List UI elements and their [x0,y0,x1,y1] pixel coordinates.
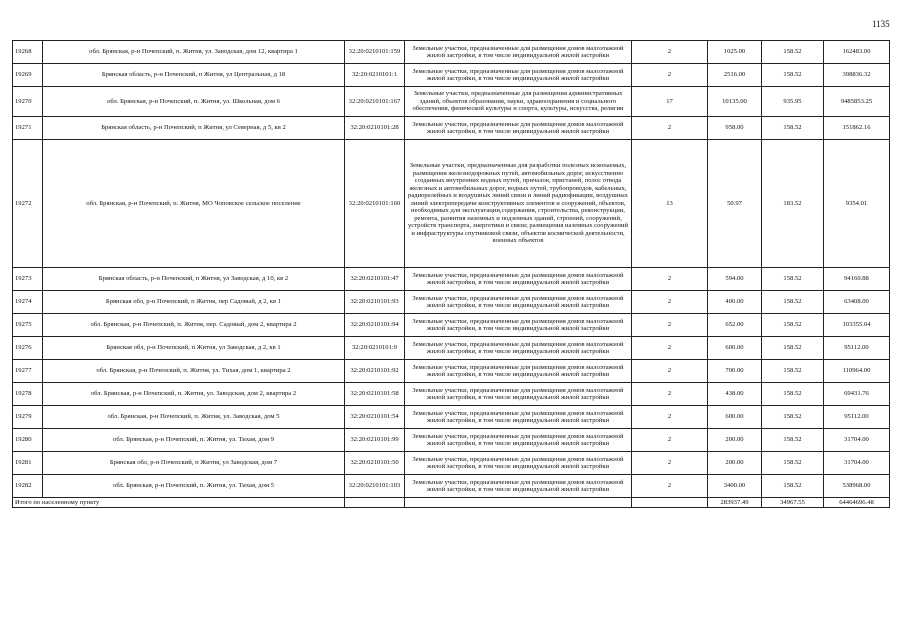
page-number: 1135 [872,19,890,29]
row-address: обл. Брянская, р-н Почепский, п. Житня, ул. Заводская, дом 12, квартира 1 [43,41,345,64]
row-cadastral-number: 32:20:0210101:99 [345,429,405,452]
row-rate: 158.52 [762,117,824,140]
row-cadastral-number: 32:20:0210101:160 [345,140,405,268]
row-cadastral-number: 32:20:0210101:92 [345,360,405,383]
table-row [13,475,890,498]
row-land-use: Земельные участки, предназначенные для размещения домов малоэтажной жилой застройки, в том числе индивидуальной жилой застройки [405,360,632,383]
row-address: Брянская обл, р-н Почепский, п Житня, пер Садовый, д 2, кв 1 [43,291,345,314]
row-land-use: Земельные участки, предназначенные для размещения домов малоэтажной жилой застройки, в том числе индивидуальной жилой застройки [405,268,632,291]
row-address: обл. Брянская, р-н Почепский, п. Житня, ул. Заводская, дом 2, квартира 2 [43,383,345,406]
table-row [13,117,890,140]
row-land-use: Земельные участки, предназначенные для размещения домов малоэтажной жилой застройки, в том числе индивидуальной жилой застройки [405,383,632,406]
row-number: 19274 [13,291,43,314]
row-land-use: Земельные участки, предназначенные для размещения домов малоэтажной жилой застройки, в том числе индивидуальной жилой застройки [405,64,632,87]
row-number: 19278 [13,383,43,406]
row-cadastral-number: 32:20:0210101:1 [345,64,405,87]
row-cadastral-number: 32:20:0210101:50 [345,452,405,475]
row-address: Брянская обл, р-н Почепский, п Житня, ул Заводская, дом 7 [43,452,345,475]
row-rate: 158.52 [762,314,824,337]
registry-body [13,41,890,508]
row-land-use: Земельные участки, предназначенные для размещения домов малоэтажной жилой застройки, в том числе индивидуальной жилой застройки [405,41,632,64]
row-area: 958.00 [708,117,762,140]
row-cadastral-value: 31704.00 [824,429,890,452]
row-number: 19268 [13,41,43,64]
row-land-use: Земельные участки, предназначенные для размещения домов малоэтажной жилой застройки, в том числе индивидуальной жилой застройки [405,406,632,429]
row-area: 438.00 [708,383,762,406]
row-address: Брянская область, р-н Почепский, п Житня, ул Северная, д 5, кв 2 [43,117,345,140]
row-number: 19273 [13,268,43,291]
table-row [13,406,890,429]
table-row [13,41,890,64]
table-row [13,64,890,87]
row-group-code: 2 [632,383,708,406]
row-cadastral-value: 538968.00 [824,475,890,498]
row-cadastral-value: 31704.00 [824,452,890,475]
row-group-code: 2 [632,64,708,87]
row-cadastral-number: 32:20:0210101:93 [345,291,405,314]
row-area: 594.00 [708,268,762,291]
row-number: 19272 [13,140,43,268]
row-area: 200.00 [708,452,762,475]
row-group-code: 2 [632,337,708,360]
row-rate: 158.52 [762,406,824,429]
total-value: 64464696.48 [824,498,890,508]
row-land-use: Земельные участки, предназначенные для размещения домов малоэтажной жилой застройки, в том числе индивидуальной жилой застройки [405,475,632,498]
row-land-use: Земельные участки, предназначенные для размещения домов малоэтажной жилой застройки, в том числе индивидуальной жилой застройки [405,291,632,314]
row-land-use: Земельные участки, предназначенные для размещения домов малоэтажной жилой застройки, в том числе индивидуальной жилой застройки [405,452,632,475]
row-group-code: 2 [632,41,708,64]
row-cadastral-number: 32:20:0210101:9 [345,337,405,360]
row-cadastral-number: 32:20:0210101:159 [345,41,405,64]
row-land-use: Земельные участки, предназначенные для размещения домов малоэтажной жилой застройки, в том числе индивидуальной жилой застройки [405,337,632,360]
row-address: Брянская обл, р-н Почепский, п Житня, ул Заводская, д 2, кв 1 [43,337,345,360]
row-number: 19271 [13,117,43,140]
table-row [13,314,890,337]
row-number: 19279 [13,406,43,429]
land-registry-table [12,40,890,508]
row-area: 652.00 [708,314,762,337]
row-number: 19281 [13,452,43,475]
row-cadastral-number: 32:20:0210101:167 [345,87,405,117]
row-group-code: 2 [632,314,708,337]
table-row [13,337,890,360]
total-label: Итого по населенному пункту [13,498,345,508]
total-row [13,498,890,508]
table-row [13,140,890,268]
row-area: 200.00 [708,429,762,452]
row-rate: 158.52 [762,337,824,360]
table-row [13,87,890,117]
row-land-use: Земельные участки, предназначенные для размещения домов малоэтажной жилой застройки, в том числе индивидуальной жилой застройки [405,117,632,140]
row-address: обл. Брянская, р-н Почепский, п. Житня, ул. Школьная, дом 6 [43,87,345,117]
row-group-code: 2 [632,452,708,475]
row-cadastral-value: 151862.16 [824,117,890,140]
row-cadastral-value: 69431.76 [824,383,890,406]
table-row [13,452,890,475]
row-cadastral-value: 95112.00 [824,406,890,429]
row-address: обл. Брянская, р-н Почепский, п. Житня, ул. Тихая, дом 5 [43,475,345,498]
table-row [13,360,890,383]
row-address: обл. Брянская, р-н Почепский, п. Житня, пер. Садовый, дом 2, квартира 2 [43,314,345,337]
row-cadastral-number: 32:20:0210101:103 [345,475,405,498]
row-cadastral-value: 9354.01 [824,140,890,268]
row-area: 2516.00 [708,64,762,87]
row-land-use: Земельные участки, предназначенные для размещения домов малоэтажной жилой застройки, в том числе индивидуальной жилой застройки [405,314,632,337]
row-rate: 935.95 [762,87,824,117]
table-row [13,383,890,406]
row-number: 19277 [13,360,43,383]
row-rate: 158.52 [762,475,824,498]
row-area: 50.97 [708,140,762,268]
row-rate: 158.52 [762,429,824,452]
total-rate: 34967.55 [762,498,824,508]
row-rate: 158.52 [762,383,824,406]
row-area: 600.00 [708,406,762,429]
row-rate: 158.52 [762,41,824,64]
row-number: 19270 [13,87,43,117]
row-rate: 158.52 [762,291,824,314]
row-group-code: 2 [632,406,708,429]
table-row [13,429,890,452]
row-group-code: 13 [632,140,708,268]
row-land-use: Земельные участки, предназначенные для размещения административных зданий, объектов образования, науки, здравоохранения и социального обеспечения, физической культуры и спорта, культуры, искусства, религии [405,87,632,117]
row-number: 19269 [13,64,43,87]
row-area: 1025.00 [708,41,762,64]
row-cadastral-value: 94160.88 [824,268,890,291]
row-cadastral-number: 32:20:0210101:47 [345,268,405,291]
row-area: 10135.00 [708,87,762,117]
row-area: 700.00 [708,360,762,383]
row-group-code: 2 [632,429,708,452]
row-group-code: 2 [632,117,708,140]
row-land-use: Земельные участки, предназначенные для разработки полезных ископаемых, размещения железнодорожных путей, автомобильных дорог, искусственно созданных внутренних водных путей, причалов, пристаней, полос отвода железных и автомобильных дорог, водных путей, трубопроводов, кабельных, радиорелейных и воздушных линий связи и линий радиофикации, воздушных линий электропередачи конструктивных элементов и сооружений, объектов, необходимых для эксплуатации,содержания, строительства, реконструкции, ремонта, развития наземных и подземных зданий, строений, сооружений, устройств транспорта, энергетики и связи; размещения наземных сооружений и инфраструктуры спутниковой связи, объектов космической деятельности, военных объектов [405,140,632,268]
row-rate: 183.52 [762,140,824,268]
row-address: Брянская область, р-н Почепский, п Житня, ул Центральная, д 18 [43,64,345,87]
row-number: 19282 [13,475,43,498]
total-empty-cell [345,498,405,508]
row-area: 600.00 [708,337,762,360]
row-cadastral-number: 32:20:0210101:54 [345,406,405,429]
total-empty-cell [632,498,708,508]
row-area: 400.00 [708,291,762,314]
row-rate: 158.52 [762,360,824,383]
table-row [13,268,890,291]
row-cadastral-number: 32:20:0210101:58 [345,383,405,406]
row-group-code: 2 [632,475,708,498]
row-cadastral-number: 32:20:0210101:94 [345,314,405,337]
row-address: Брянская область, р-н Почепский, п Житня, ул Заводская, д 10, кв 2 [43,268,345,291]
row-cadastral-number: 32:20:0210101:28 [345,117,405,140]
row-address: обл. Брянская, р-н Почепский, п. Житня, ул. Тихая, дом 9 [43,429,345,452]
row-rate: 158.52 [762,64,824,87]
row-rate: 158.52 [762,452,824,475]
row-number: 19275 [13,314,43,337]
row-cadastral-value: 398836.32 [824,64,890,87]
row-group-code: 2 [632,268,708,291]
row-group-code: 2 [632,360,708,383]
row-address: обл. Брянская, р-н Почепский, п. Житня, ул. Заводская, дом 5 [43,406,345,429]
row-number: 19280 [13,429,43,452]
row-number: 19276 [13,337,43,360]
row-address: обл. Брянская, р-н Почепский, п. Житня, ул. Тихая, дом 1, квартира 2 [43,360,345,383]
row-group-code: 2 [632,291,708,314]
table-row [13,291,890,314]
row-cadastral-value: 103355.04 [824,314,890,337]
total-area: 283937.49 [708,498,762,508]
row-cadastral-value: 9485853.25 [824,87,890,117]
row-rate: 158.52 [762,268,824,291]
row-land-use: Земельные участки, предназначенные для размещения домов малоэтажной жилой застройки, в том числе индивидуальной жилой застройки [405,429,632,452]
total-empty-cell [405,498,632,508]
row-group-code: 17 [632,87,708,117]
row-area: 3400.00 [708,475,762,498]
row-cadastral-value: 110964.00 [824,360,890,383]
row-cadastral-value: 63408.00 [824,291,890,314]
row-address: обл. Брянская, р-н Почепский, п. Житня, МО Чоповское сельское поселение [43,140,345,268]
row-cadastral-value: 95112.00 [824,337,890,360]
row-cadastral-value: 162483.00 [824,41,890,64]
